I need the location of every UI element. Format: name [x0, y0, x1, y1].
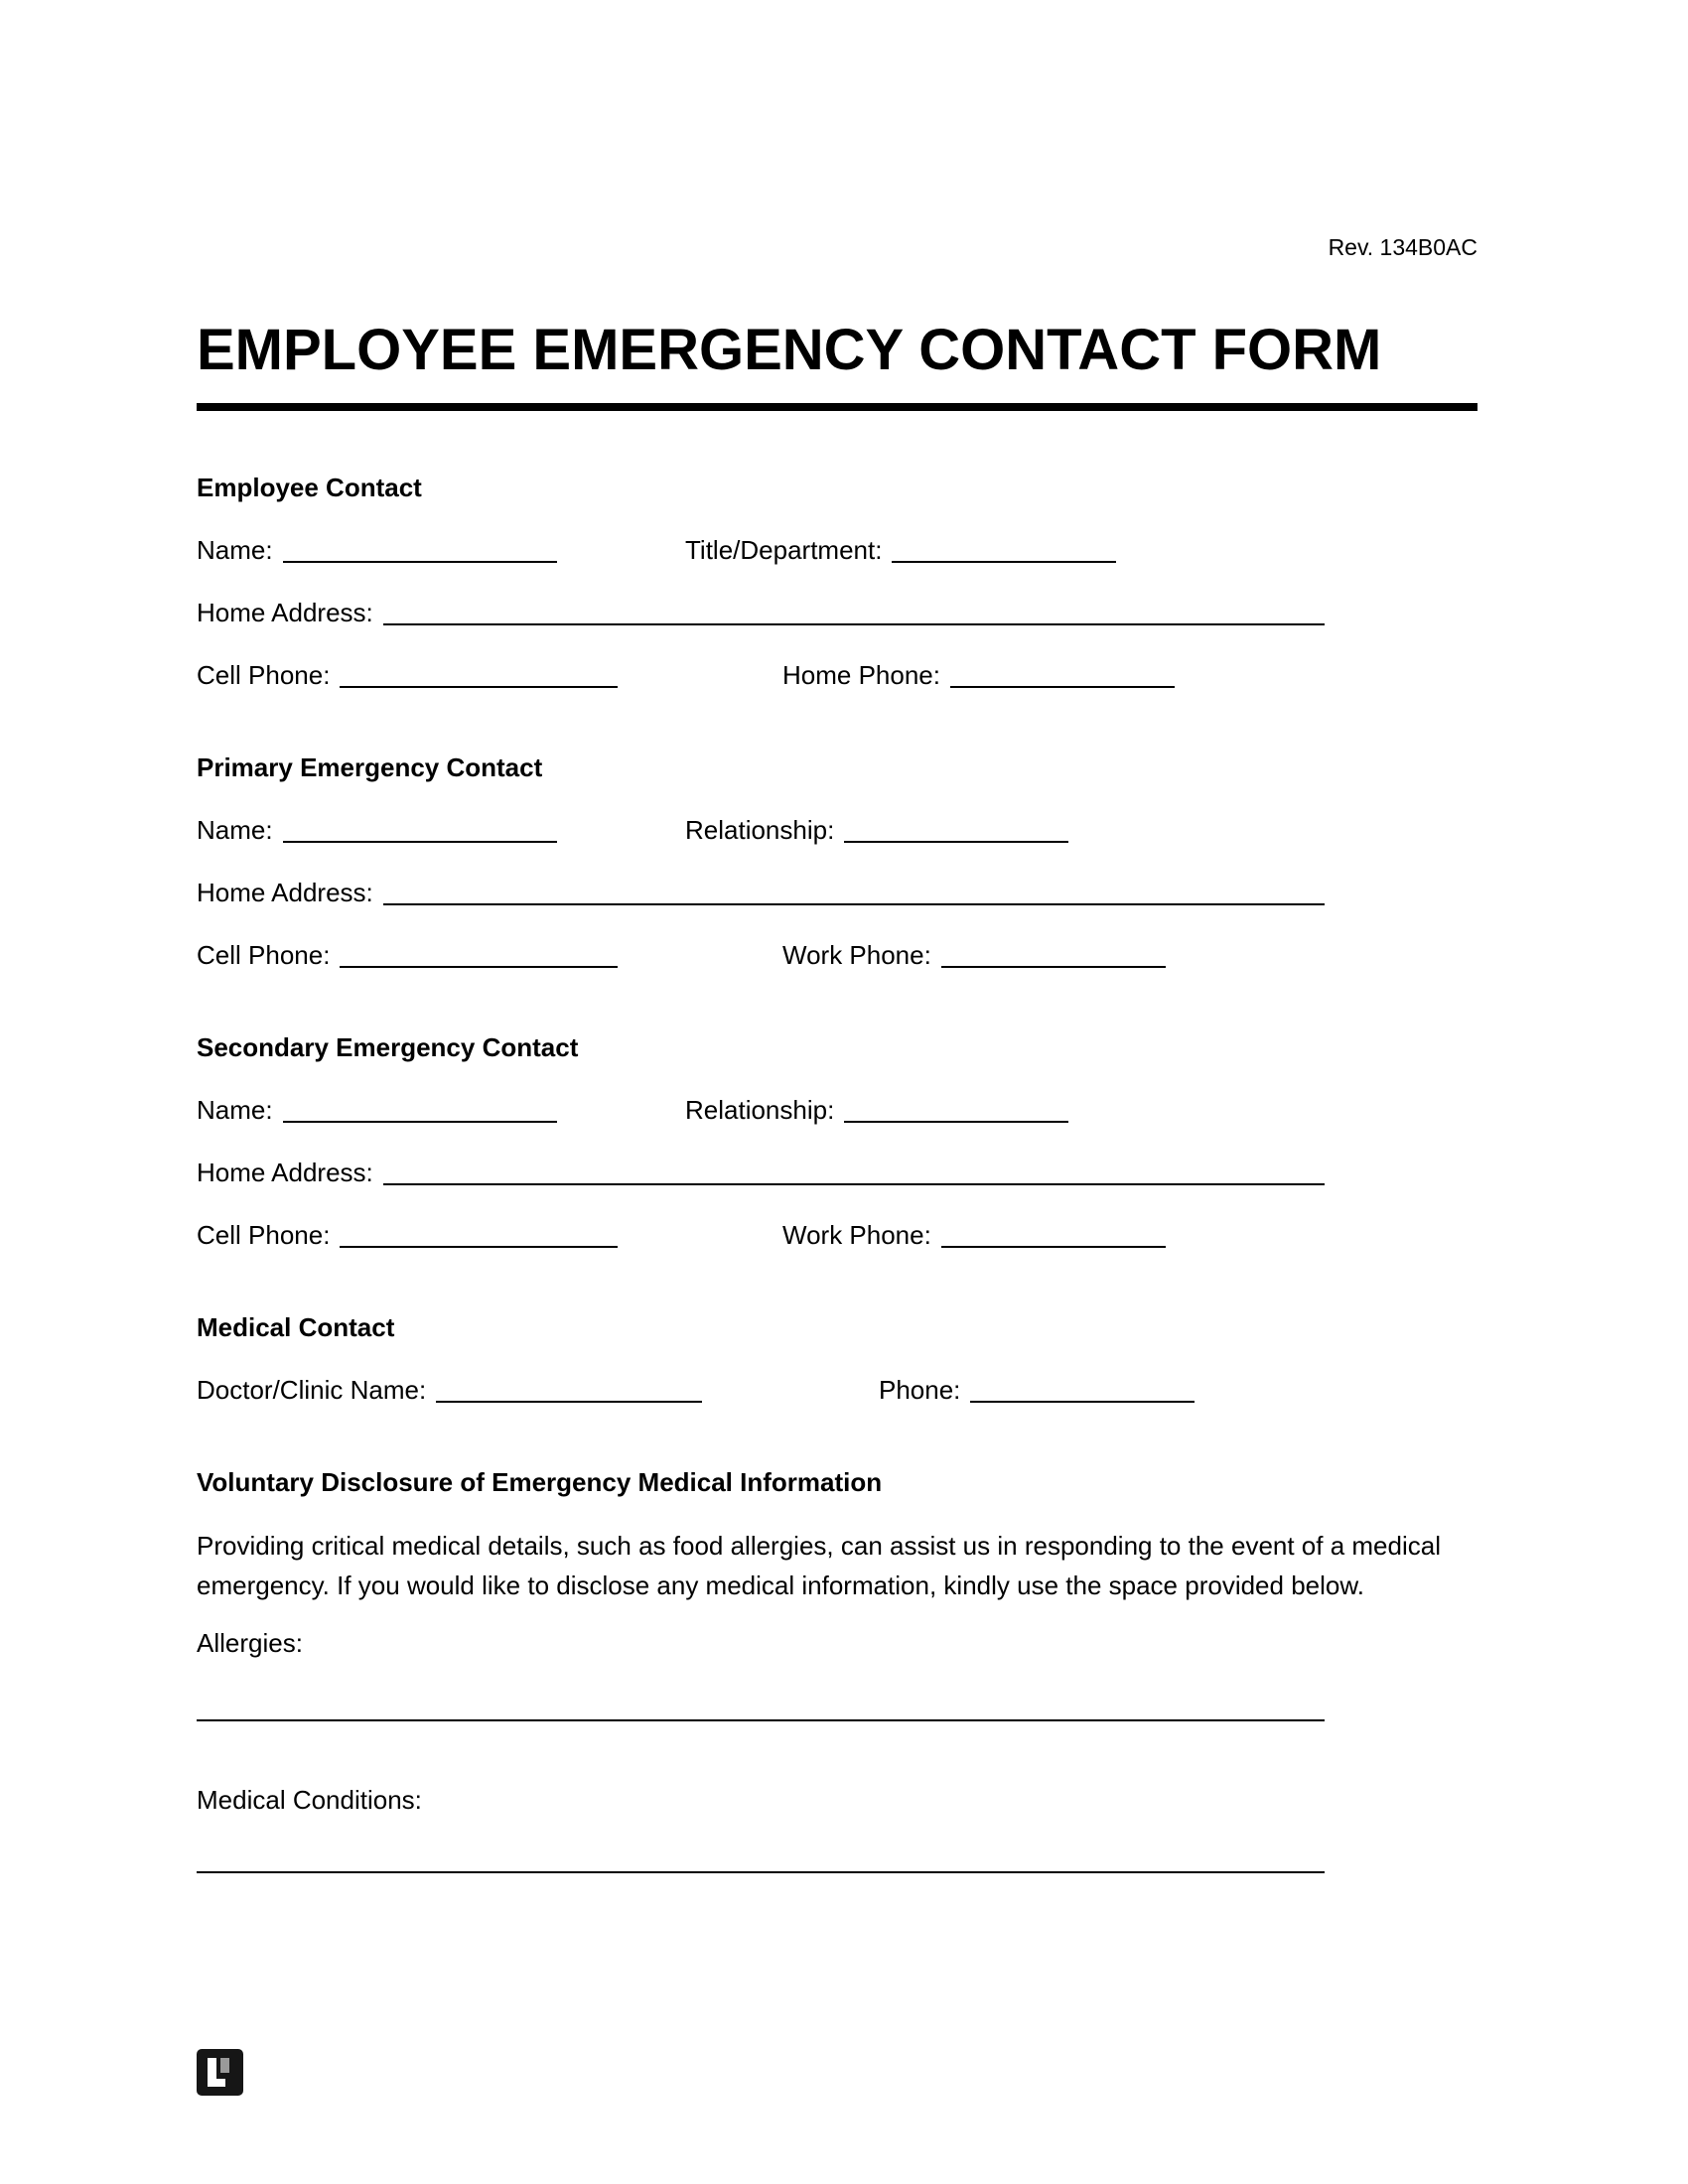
primary-cell-phone-field-group: [197, 940, 782, 971]
primary-name-field-group: [197, 815, 685, 846]
voluntary-disclosure-heading: Voluntary Disclosure of Emergency Medical Information: [197, 1467, 883, 1497]
employee-name-field-group: [197, 535, 685, 566]
secondary-cell-phone-field-group: [197, 1220, 782, 1251]
primary-emergency-contact-section: [197, 752, 1477, 971]
secondary-phone-row: [197, 1220, 1477, 1251]
doctor-clinic-name-label: Doctor/Clinic Name:: [197, 1375, 427, 1405]
employee-home-address-label: Home Address:: [197, 598, 373, 627]
secondary-work-phone-field-group: [782, 1220, 1166, 1251]
employee-title-department-field[interactable]: [892, 543, 1116, 563]
primary-relationship-field-group: [685, 815, 1068, 846]
secondary-emergency-contact-heading: Secondary Emergency Contact: [197, 1032, 579, 1062]
employee-cell-phone-field[interactable]: [340, 668, 618, 688]
primary-home-address-field[interactable]: [383, 886, 1325, 905]
employee-phone-row: [197, 660, 1477, 691]
primary-work-phone-label: Work Phone:: [782, 940, 931, 970]
primary-relationship-field[interactable]: [844, 823, 1068, 843]
primary-name-label: Name:: [197, 815, 273, 845]
medical-contact-row: [197, 1375, 1477, 1406]
employee-cell-phone-label: Cell Phone:: [197, 660, 331, 690]
medical-contact-heading: Medical Contact: [197, 1312, 395, 1342]
primary-name-field[interactable]: [283, 823, 557, 843]
secondary-relationship-field-group: [685, 1095, 1068, 1126]
employee-home-phone-field[interactable]: [950, 668, 1175, 688]
employee-cell-phone-field-group: [197, 660, 782, 691]
employee-name-row: [197, 535, 1477, 566]
allergies-label: Allergies:: [197, 1627, 303, 1658]
medical-contact-section: [197, 1312, 1477, 1406]
primary-home-address-label: Home Address:: [197, 878, 373, 907]
medical-conditions-label: Medical Conditions:: [197, 1784, 422, 1815]
employee-title-department-field-group: [685, 535, 1116, 566]
secondary-name-field[interactable]: [283, 1103, 557, 1123]
voluntary-disclosure-body: Providing critical medical details, such as food allergies, can assist us in responding to the event of a medical emergency. If you would like to disclose any medical information, kindly use the space provided below.: [197, 1531, 1441, 1601]
employee-title-department-label: Title/Department:: [685, 535, 883, 565]
employee-name-label: Name:: [197, 535, 273, 565]
secondary-name-row: [197, 1095, 1477, 1126]
medical-phone-field[interactable]: [970, 1383, 1195, 1403]
employee-home-phone-label: Home Phone:: [782, 660, 940, 690]
title-divider: [197, 403, 1477, 411]
legal-templates-logo: [197, 2049, 243, 2096]
primary-work-phone-field-group: [782, 940, 1166, 971]
doctor-clinic-name-field-group: [197, 1375, 879, 1406]
revision-number: Rev. 134B0AC: [1328, 234, 1477, 260]
employee-name-field[interactable]: [283, 543, 557, 563]
primary-home-address-row: [197, 878, 1325, 908]
secondary-relationship-field[interactable]: [844, 1103, 1068, 1123]
secondary-home-address-row: [197, 1158, 1325, 1188]
employee-home-address-row: [197, 598, 1325, 628]
primary-name-row: [197, 815, 1477, 846]
document-title: EMPLOYEE EMERGENCY CONTACT FORM: [197, 318, 1382, 382]
doctor-clinic-name-field[interactable]: [436, 1383, 702, 1403]
voluntary-disclosure-section: [197, 1467, 1477, 1873]
primary-cell-phone-label: Cell Phone:: [197, 940, 331, 970]
primary-phone-row: [197, 940, 1477, 971]
employee-home-address-field[interactable]: [383, 606, 1325, 625]
primary-emergency-contact-heading: Primary Emergency Contact: [197, 752, 543, 782]
medical-phone-label: Phone:: [879, 1375, 961, 1405]
secondary-work-phone-label: Work Phone:: [782, 1220, 931, 1250]
primary-relationship-label: Relationship:: [685, 815, 835, 845]
logo-horizontal-bar: [208, 2079, 225, 2087]
secondary-cell-phone-label: Cell Phone:: [197, 1220, 331, 1250]
employee-contact-section: [197, 473, 1477, 691]
employee-contact-heading: Employee Contact: [197, 473, 422, 502]
primary-cell-phone-field[interactable]: [340, 948, 618, 968]
primary-work-phone-field[interactable]: [941, 948, 1166, 968]
secondary-emergency-contact-section: [197, 1032, 1477, 1251]
document-content: [0, 234, 1688, 1873]
secondary-home-address-label: Home Address:: [197, 1158, 373, 1187]
medical-conditions-field[interactable]: [197, 1871, 1325, 1873]
secondary-name-field-group: [197, 1095, 685, 1126]
secondary-work-phone-field[interactable]: [941, 1228, 1166, 1248]
secondary-name-label: Name:: [197, 1095, 273, 1125]
secondary-relationship-label: Relationship:: [685, 1095, 835, 1125]
secondary-cell-phone-field[interactable]: [340, 1228, 618, 1248]
allergies-field[interactable]: [197, 1719, 1325, 1721]
logo-gray-bar: [220, 2058, 229, 2073]
employee-home-phone-field-group: [782, 660, 1175, 691]
secondary-home-address-field[interactable]: [383, 1165, 1325, 1185]
medical-phone-field-group: [879, 1375, 1195, 1406]
